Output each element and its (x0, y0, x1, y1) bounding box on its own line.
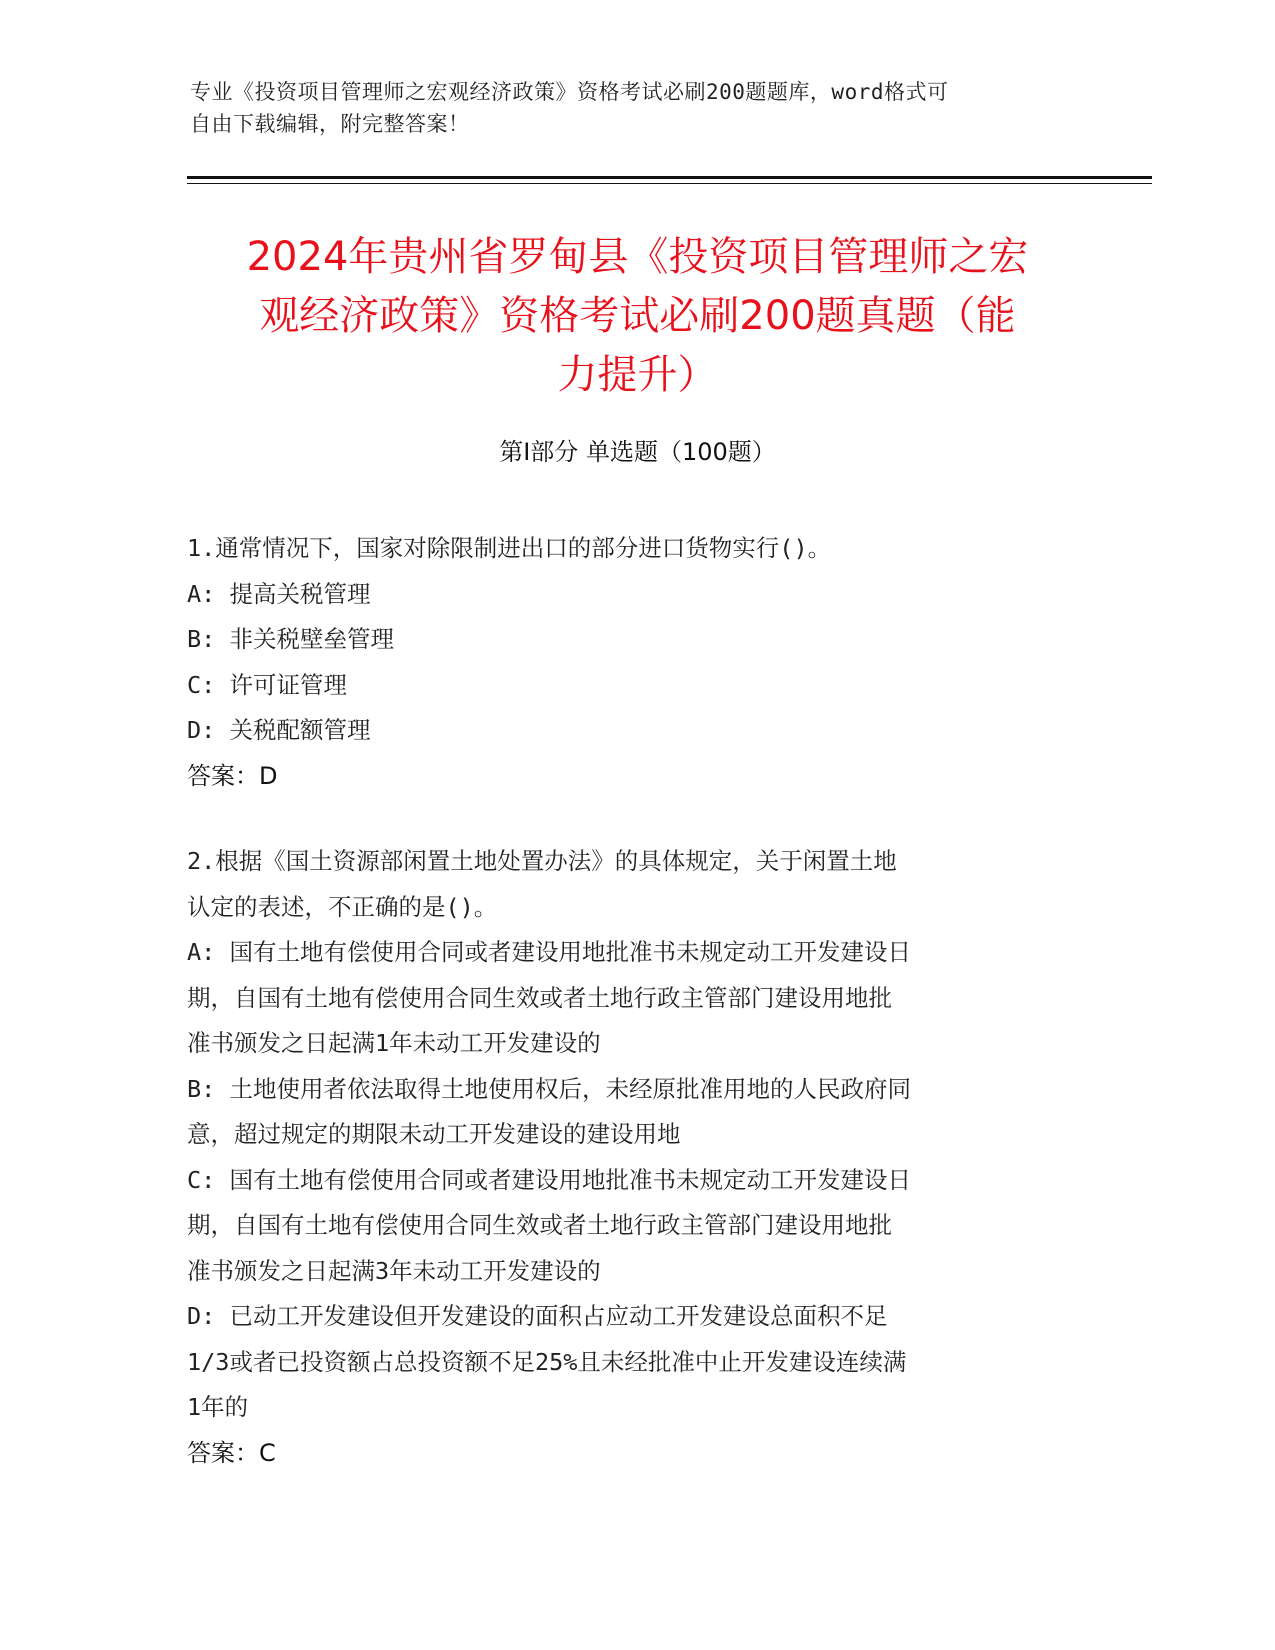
option-text: 1年的 (187, 1393, 249, 1421)
option-text: 准书颁发之日起满1年未动工开发建设的 (187, 1029, 601, 1057)
option-b (187, 1067, 1087, 1158)
header-divider-thin (187, 183, 1152, 184)
question-stem: 认定的表述，不正确的是()。 (187, 892, 498, 921)
question-list (187, 526, 1087, 1516)
question-stem: 2.根据《国土资源部闲置土地处置办法》的具体规定，关于闲置土地 (187, 847, 897, 875)
option-c (187, 663, 1087, 709)
header-note (190, 76, 1090, 140)
option-text: 1/3或者已投资额占总投资额不足25%且未经批准中止开发建设连续满 (187, 1347, 907, 1376)
option-text: D: 已动工开发建设但开发建设的面积占应动工开发建设总面积不足 (187, 1302, 888, 1330)
option-text: 意，超过规定的期限未动工开发建设的建设用地 (187, 1120, 681, 1148)
title-line: 观经济政策》资格考试必刷200题真题（能 (259, 293, 1016, 339)
option-text: C: 国有土地有偿使用合同或者建设用地批准书未规定动工开发建设日 (187, 1165, 911, 1194)
header-divider-thick (187, 176, 1152, 179)
section-title: 第Ⅰ部分 单选题（100题） (499, 438, 776, 466)
header-note-line: 专业《投资项目管理师之宏观经济政策》资格考试必刷200题题库，word格式可 (190, 80, 949, 104)
title-line: 2024年贵州省罗甸县《投资项目管理师之宏 (246, 234, 1029, 280)
question-2 (187, 839, 1087, 1476)
document-title (180, 228, 1095, 405)
option-b (187, 617, 1087, 663)
option-text: A: 提高关税管理 (187, 579, 371, 608)
option-text: B: 非关税壁垒管理 (187, 625, 394, 653)
option-text: C: 许可证管理 (187, 670, 347, 699)
option-text: A: 国有土地有偿使用合同或者建设用地批准书未规定动工开发建设日 (187, 938, 911, 966)
title-line: 力提升） (557, 352, 718, 398)
header-note-line: 自由下载编辑，附完整答案！ (190, 112, 470, 136)
option-a (187, 572, 1087, 618)
option-c (187, 1158, 1087, 1295)
question-stem: 1.通常情况下，国家对除限制进出口的部分进口货物实行()。 (187, 534, 832, 562)
answer: 答案：C (187, 1438, 276, 1467)
question-1 (187, 526, 1087, 799)
option-d (187, 708, 1087, 754)
answer: 答案：D (187, 761, 278, 790)
option-d (187, 1294, 1087, 1431)
option-text: 准书颁发之日起满3年未动工开发建设的 (187, 1256, 601, 1285)
option-text: 期，自国有土地有偿使用合同生效或者土地行政主管部门建设用地批 (187, 1211, 892, 1239)
option-text: B: 土地使用者依法取得土地使用权后，未经原批准用地的人民政府同 (187, 1074, 911, 1103)
option-text: 期，自国有土地有偿使用合同生效或者土地行政主管部门建设用地批 (187, 983, 892, 1012)
option-a (187, 930, 1087, 1067)
option-text: D: 关税配额管理 (187, 716, 371, 744)
